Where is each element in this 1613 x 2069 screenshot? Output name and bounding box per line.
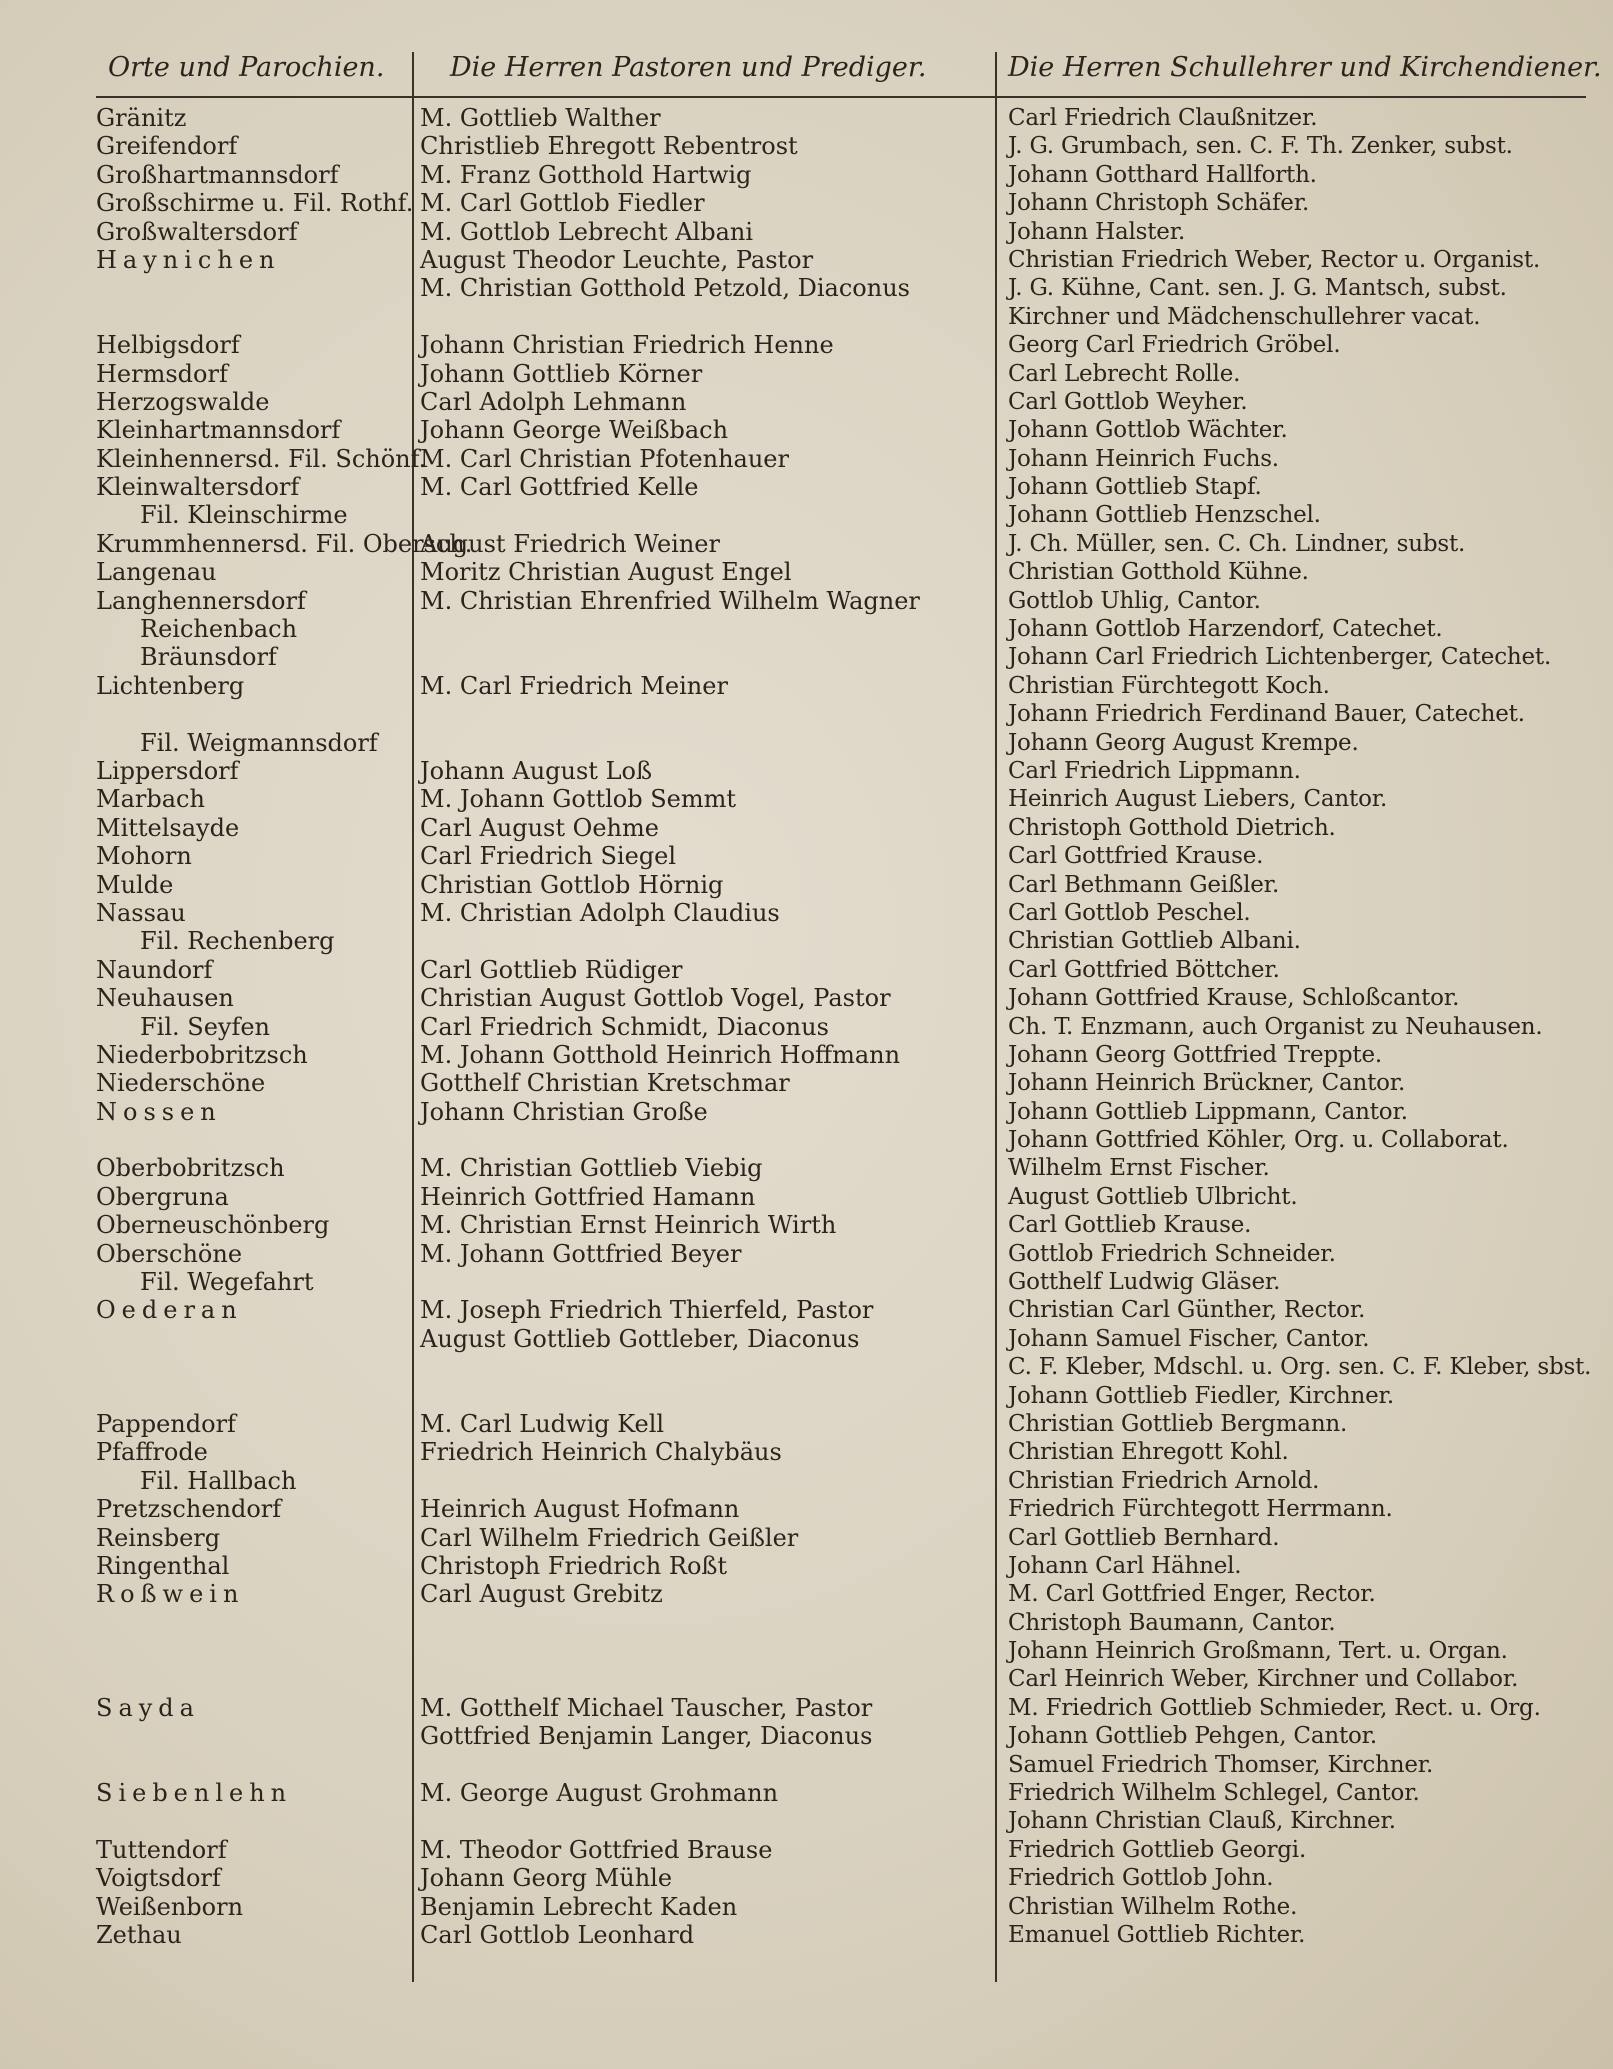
teacher-cell: Emanuel Gottlieb Richter. [1008,1922,1306,1948]
pastor-cell: M. Johann Gottlob Semmt [420,785,737,814]
pastor-cell: Johann George Weißbach [420,416,729,445]
teacher-cell: Wilhelm Ernst Fischer. [1008,1155,1270,1182]
pastor-cell: M. Gotthelf Michael Tauscher, Pastor [420,1693,873,1722]
pastor-cell: Carl Friedrich Siegel [420,842,677,871]
pastor-cell: Christlieb Ehregott Rebentrost [420,132,798,161]
table-row [0,729,1613,757]
pastor-cell: M. Christian Ernst Heinrich Wirth [420,1211,837,1240]
table-row [0,956,1613,984]
teacher-cell: Christoph Gotthold Dietrich. [1008,814,1336,841]
table-row [0,1268,1613,1296]
place-cell: Kleinhartmannsdorf [96,416,341,445]
teacher-cell: Christian Fürchtegott Koch. [1008,672,1330,699]
table-row [0,1353,1613,1381]
place-cell: Pretzschendorf [96,1495,282,1524]
teacher-cell: Carl Gottlob Weyher. [1008,388,1248,415]
teacher-cell: Christian Gotthold Kühne. [1008,559,1309,586]
header-rule [96,96,1586,98]
table-row [0,842,1613,870]
pastor-cell: August Theodor Leuchte, Pastor [420,245,814,274]
table-row [0,1013,1613,1041]
pastor-cell: Carl Gottlieb Rüdiger [420,955,683,984]
teacher-cell: Johann Gottlieb Stapf. [1008,474,1262,501]
place-cell: Naundorf [96,955,213,984]
table-row [0,1410,1613,1438]
teacher-cell: Carl Friedrich Claußnitzer. [1008,105,1318,131]
place-cell: Hermsdorf [96,359,228,388]
teacher-cell: Friedrich Fürchtegott Herrmann. [1008,1496,1393,1523]
pastor-cell: Johann August Loß [420,756,652,785]
teacher-cell: Johann Carl Hähnel. [1008,1552,1242,1579]
pastor-cell: August Gottlieb Gottleber, Diaconus [420,1324,860,1353]
teacher-cell: Christian Wilhelm Rothe. [1008,1893,1298,1920]
place-cell: Haynichen [96,245,281,274]
teacher-cell: Christian Friedrich Arnold. [1008,1467,1320,1494]
place-cell: Pfaffrode [96,1438,208,1467]
teacher-cell: Johann Gottlieb Pehgen, Cantor. [1008,1723,1378,1750]
header-places: Orte und Parochien. [108,52,385,83]
pastor-cell: M. Christian Gotthold Petzold, Diaconus [420,274,910,303]
place-cell: Herzogswalde [96,387,270,416]
pastor-cell: Benjamin Lebrecht Kaden [420,1892,738,1921]
table-row [0,927,1613,955]
pastor-cell: Heinrich Gottfried Hamann [420,1182,756,1211]
place-cell: Neuhausen [96,984,234,1013]
place-cell: Reichenbach [140,615,298,644]
place-cell: Voigtsdorf [96,1864,221,1893]
place-cell: Großwaltersdorf [96,217,298,246]
place-cell: Reinsberg [96,1523,221,1552]
teacher-cell: M. Carl Gottfried Enger, Rector. [1008,1581,1376,1608]
table-row [0,1552,1613,1580]
table-row [0,1524,1613,1552]
place-cell: Oberschöne [96,1239,243,1268]
pastor-cell: M. Joseph Friedrich Thierfeld, Pastor [420,1296,874,1325]
table-row [0,218,1613,246]
teacher-cell: Friedrich Wilhelm Schlegel, Cantor. [1008,1780,1420,1807]
teacher-cell: Christoph Baumann, Cantor. [1008,1609,1336,1636]
pastor-cell: Johann Gottlieb Körner [420,359,703,388]
pastor-cell: Carl August Grebitz [420,1580,663,1609]
pastor-cell: M. Johann Gottfried Beyer [420,1239,742,1268]
teacher-cell: Carl Bethmann Geißler. [1008,871,1280,898]
table-row [0,246,1613,274]
teacher-cell: Carl Gottlieb Krause. [1008,1212,1252,1239]
pastor-cell: Christian Gottlob Hörnig [420,870,724,899]
register-table [0,104,1613,1949]
teacher-cell: Johann Heinrich Großmann, Tert. u. Organ. [1008,1638,1508,1665]
pastor-cell: M. George August Grohmann [420,1779,779,1808]
table-row [0,1637,1613,1665]
table-row [0,672,1613,700]
table-row [0,1864,1613,1892]
table-row [0,1382,1613,1410]
table-row [0,1779,1613,1807]
pastor-cell: Gottfried Benjamin Langer, Diaconus [420,1722,873,1751]
pastor-cell: M. Carl Ludwig Kell [420,1409,665,1438]
teacher-cell: Gotthelf Ludwig Gläser. [1008,1269,1281,1296]
place-cell: Sayda [96,1693,200,1722]
place-cell: Nassau [96,898,186,927]
table-row [0,1665,1613,1693]
table-row [0,558,1613,586]
table-row [0,161,1613,189]
table-row [0,615,1613,643]
teacher-cell: Johann Gottlieb Henzschel. [1008,502,1321,529]
place-cell: Roßwein [96,1580,245,1609]
place-cell: Fil. Hallbach [140,1466,297,1495]
place-cell: Ringenthal [96,1551,230,1580]
table-row [0,445,1613,473]
header-teachers: Die Herren Schullehrer und Kirchendiener. [1008,52,1602,83]
place-cell: Großhartmannsdorf [96,160,339,189]
table-row [0,1495,1613,1523]
table-row [0,814,1613,842]
place-cell: Kleinwaltersdorf [96,473,300,502]
place-cell: Pappendorf [96,1409,236,1438]
pastor-cell: M. Carl Christian Pfotenhauer [420,444,789,473]
teacher-cell: Ch. T. Enzmann, auch Organist zu Neuhausen. [1008,1013,1543,1040]
place-cell: Mittelsayde [96,813,240,842]
table-row [0,1438,1613,1466]
pastor-cell: M. Johann Gotthold Heinrich Hoffmann [420,1040,901,1069]
table-row [0,587,1613,615]
pastor-cell: M. Carl Gottlob Fiedler [420,189,705,218]
teacher-cell: Johann Heinrich Fuchs. [1008,445,1279,472]
table-row [0,1467,1613,1495]
table-row [0,1211,1613,1239]
place-cell: Bräunsdorf [140,643,277,672]
teacher-cell: Johann Friedrich Ferdinand Bauer, Catechet. [1008,701,1525,728]
table-row [0,984,1613,1012]
teacher-cell: Carl Gottfried Böttcher. [1008,956,1280,983]
place-cell: Oberbobritzsch [96,1154,285,1183]
pastor-cell: Gotthelf Christian Kretschmar [420,1069,790,1098]
table-row [0,274,1613,302]
pastor-cell: M. Christian Ehrenfried Wilhelm Wagner [420,586,920,615]
teacher-cell: J. Ch. Müller, sen. C. Ch. Lindner, subst. [1008,530,1466,557]
teacher-cell: Carl Lebrecht Rolle. [1008,360,1241,387]
place-cell: Zethau [96,1921,182,1949]
table-row [0,331,1613,359]
teacher-cell: Carl Gottlob Peschel. [1008,899,1251,926]
pastor-cell: Heinrich August Hofmann [420,1495,740,1524]
teacher-cell: Johann Gottlob Harzendorf, Catechet. [1008,616,1443,643]
place-cell: Oederan [96,1296,243,1325]
teacher-cell: Georg Carl Friedrich Gröbel. [1008,332,1341,359]
pastor-cell: M. Carl Friedrich Meiner [420,671,728,700]
header-pastors: Die Herren Pastoren und Prediger. [450,52,927,83]
table-row [0,785,1613,813]
place-cell: Mulde [96,870,174,899]
pastor-cell: Johann Georg Mühle [420,1864,673,1893]
table-row [0,1098,1613,1126]
teacher-cell: Johann Christoph Schäfer. [1008,190,1310,217]
place-cell: Fil. Kleinschirme [140,501,348,530]
table-row [0,1296,1613,1324]
table-row [0,473,1613,501]
teacher-cell: J. G. Kühne, Cant. sen. J. G. Mantsch, subst. [1008,275,1507,302]
teacher-cell: Johann Georg Gottfried Treppte. [1008,1041,1382,1068]
pastor-cell: Carl Gottlob Leonhard [420,1921,695,1949]
table-row [0,360,1613,388]
pastor-cell: August Friedrich Weiner [420,529,720,558]
teacher-cell: Johann Carl Friedrich Lichtenberger, Catechet. [1008,644,1552,671]
place-cell: Helbigsdorf [96,331,240,360]
pastor-cell: Christoph Friedrich Roßt [420,1551,728,1580]
place-cell: Oberneuschönberg [96,1211,330,1240]
place-cell: Lippersdorf [96,756,239,785]
place-cell: Greifendorf [96,132,238,161]
teacher-cell: Carl Gottfried Krause. [1008,843,1264,870]
table-row [0,1893,1613,1921]
teacher-cell: Gottlob Friedrich Schneider. [1008,1240,1336,1267]
table-row [0,643,1613,671]
table-row [0,530,1613,558]
teacher-cell: Johann Gottlieb Fiedler, Kirchner. [1008,1382,1394,1409]
place-cell: Krummhennersd. Fil. Obersch. [96,529,473,558]
table-row [0,700,1613,728]
teacher-cell: Christian Friedrich Weber, Rector u. Organist. [1008,246,1541,273]
teacher-cell: Johann Halster. [1008,218,1186,245]
table-row [0,416,1613,444]
teacher-cell: Carl Gottlieb Bernhard. [1008,1524,1280,1551]
pastor-cell: Carl Wilhelm Friedrich Geißler [420,1523,799,1552]
pastor-cell: Friedrich Heinrich Chalybäus [420,1438,782,1467]
teacher-cell: Friedrich Gottlob John. [1008,1865,1274,1892]
place-cell: Fil. Weigmannsdorf [140,728,378,757]
pastor-cell: Carl Adolph Lehmann [420,387,687,416]
teacher-cell: Gottlob Uhlig, Cantor. [1008,587,1261,614]
place-cell: Mohorn [96,842,192,871]
teacher-cell: August Gottlieb Ulbricht. [1008,1183,1298,1210]
teacher-cell: Johann Gottfried Krause, Schloßcantor. [1008,985,1460,1012]
place-cell: Fil. Rechenberg [140,927,335,956]
pastor-cell: M. Theodor Gottfried Brause [420,1835,773,1864]
place-cell: Kleinhennersd. Fil. Schönf. [96,444,427,473]
teacher-cell: Carl Friedrich Lippmann. [1008,757,1301,784]
place-cell: Obergruna [96,1182,229,1211]
teacher-cell: Johann Heinrich Brückner, Cantor. [1008,1070,1406,1097]
teacher-cell: Johann Georg August Krempe. [1008,729,1359,756]
pastor-cell: Christian August Gottlob Vogel, Pastor [420,984,891,1013]
table-row [0,1694,1613,1722]
teacher-cell: Johann Gottfried Köhler, Org. u. Collaborat. [1008,1127,1509,1154]
teacher-cell: C. F. Kleber, Mdschl. u. Org. sen. C. F. Kleber, sbst. [1008,1354,1592,1381]
teacher-cell: Johann Samuel Fischer, Cantor. [1008,1325,1370,1352]
teacher-cell: Johann Gotthard Hallforth. [1008,161,1317,188]
place-cell: Fil. Seyfen [140,1012,271,1041]
table-row [0,899,1613,927]
teacher-cell: Heinrich August Liebers, Cantor. [1008,786,1388,813]
table-row [0,501,1613,529]
pastor-cell: Johann Christian Friedrich Henne [420,331,834,360]
teacher-cell: Johann Christian Clauß, Kirchner. [1008,1808,1396,1835]
teacher-cell: J. G. Grumbach, sen. C. F. Th. Zenker, subst. [1008,133,1513,160]
table-row [0,1154,1613,1182]
teacher-cell: Johann Gottlob Wächter. [1008,417,1288,444]
place-cell: Langhennersdorf [96,586,306,615]
place-cell: Lichtenberg [96,671,245,700]
place-cell: Gränitz [96,104,187,132]
pastor-cell: Moritz Christian August Engel [420,558,792,587]
place-cell: Marbach [96,785,205,814]
table-row [0,1921,1613,1949]
place-cell: Tuttendorf [96,1835,227,1864]
teacher-cell: Johann Gottlieb Lippmann, Cantor. [1008,1098,1408,1125]
place-cell: Großschirme u. Fil. Rothf. [96,189,414,218]
teacher-cell: Christian Carl Günther, Rector. [1008,1297,1366,1324]
table-row [0,1751,1613,1779]
table-row [0,1041,1613,1069]
table-row [0,1069,1613,1097]
place-cell: Nossen [96,1097,222,1126]
teacher-cell: Christian Gottlieb Bergmann. [1008,1410,1348,1437]
place-cell: Weißenborn [96,1892,244,1921]
place-cell: Niederschöne [96,1069,266,1098]
place-cell: Fil. Wegefahrt [140,1268,314,1297]
table-row [0,871,1613,899]
teacher-cell: M. Friedrich Gottlieb Schmieder, Rect. u. Org. [1008,1694,1541,1721]
table-row [0,757,1613,785]
table-row [0,1183,1613,1211]
pastor-cell: M. Gottlieb Walther [420,104,661,132]
teacher-cell: Christian Ehregott Kohl. [1008,1439,1289,1466]
table-row [0,1807,1613,1835]
teacher-cell: Friedrich Gottlieb Georgi. [1008,1836,1307,1863]
place-cell: Niederbobritzsch [96,1040,308,1069]
table-row [0,1609,1613,1637]
place-cell: Langenau [96,558,217,587]
pastor-cell: M. Franz Gotthold Hartwig [420,160,752,189]
teacher-cell: Christian Gottlieb Albani. [1008,928,1301,955]
table-row [0,132,1613,160]
place-cell: Siebenlehn [96,1779,293,1808]
pastor-cell: M. Gottlob Lebrecht Albani [420,217,754,246]
table-row [0,1325,1613,1353]
pastor-cell: M. Carl Gottfried Kelle [420,473,699,502]
table-row [0,1240,1613,1268]
table-row [0,104,1613,132]
pastor-cell: Johann Christian Große [420,1097,708,1126]
pastor-cell: M. Christian Adolph Claudius [420,898,780,927]
table-row [0,1722,1613,1750]
table-row [0,388,1613,416]
table-row [0,189,1613,217]
table-row [0,1580,1613,1608]
pastor-cell: M. Christian Gottlieb Viebig [420,1154,763,1183]
teacher-cell: Kirchner und Mädchenschullehrer vacat. [1008,303,1481,330]
teacher-cell: Carl Heinrich Weber, Kirchner und Collabor. [1008,1666,1519,1693]
table-row [0,1836,1613,1864]
pastor-cell: Carl August Oehme [420,813,659,842]
pastor-cell: Carl Friedrich Schmidt, Diaconus [420,1012,829,1041]
teacher-cell: Samuel Friedrich Thomser, Kirchner. [1008,1751,1434,1778]
table-row [0,303,1613,331]
table-row [0,1126,1613,1154]
